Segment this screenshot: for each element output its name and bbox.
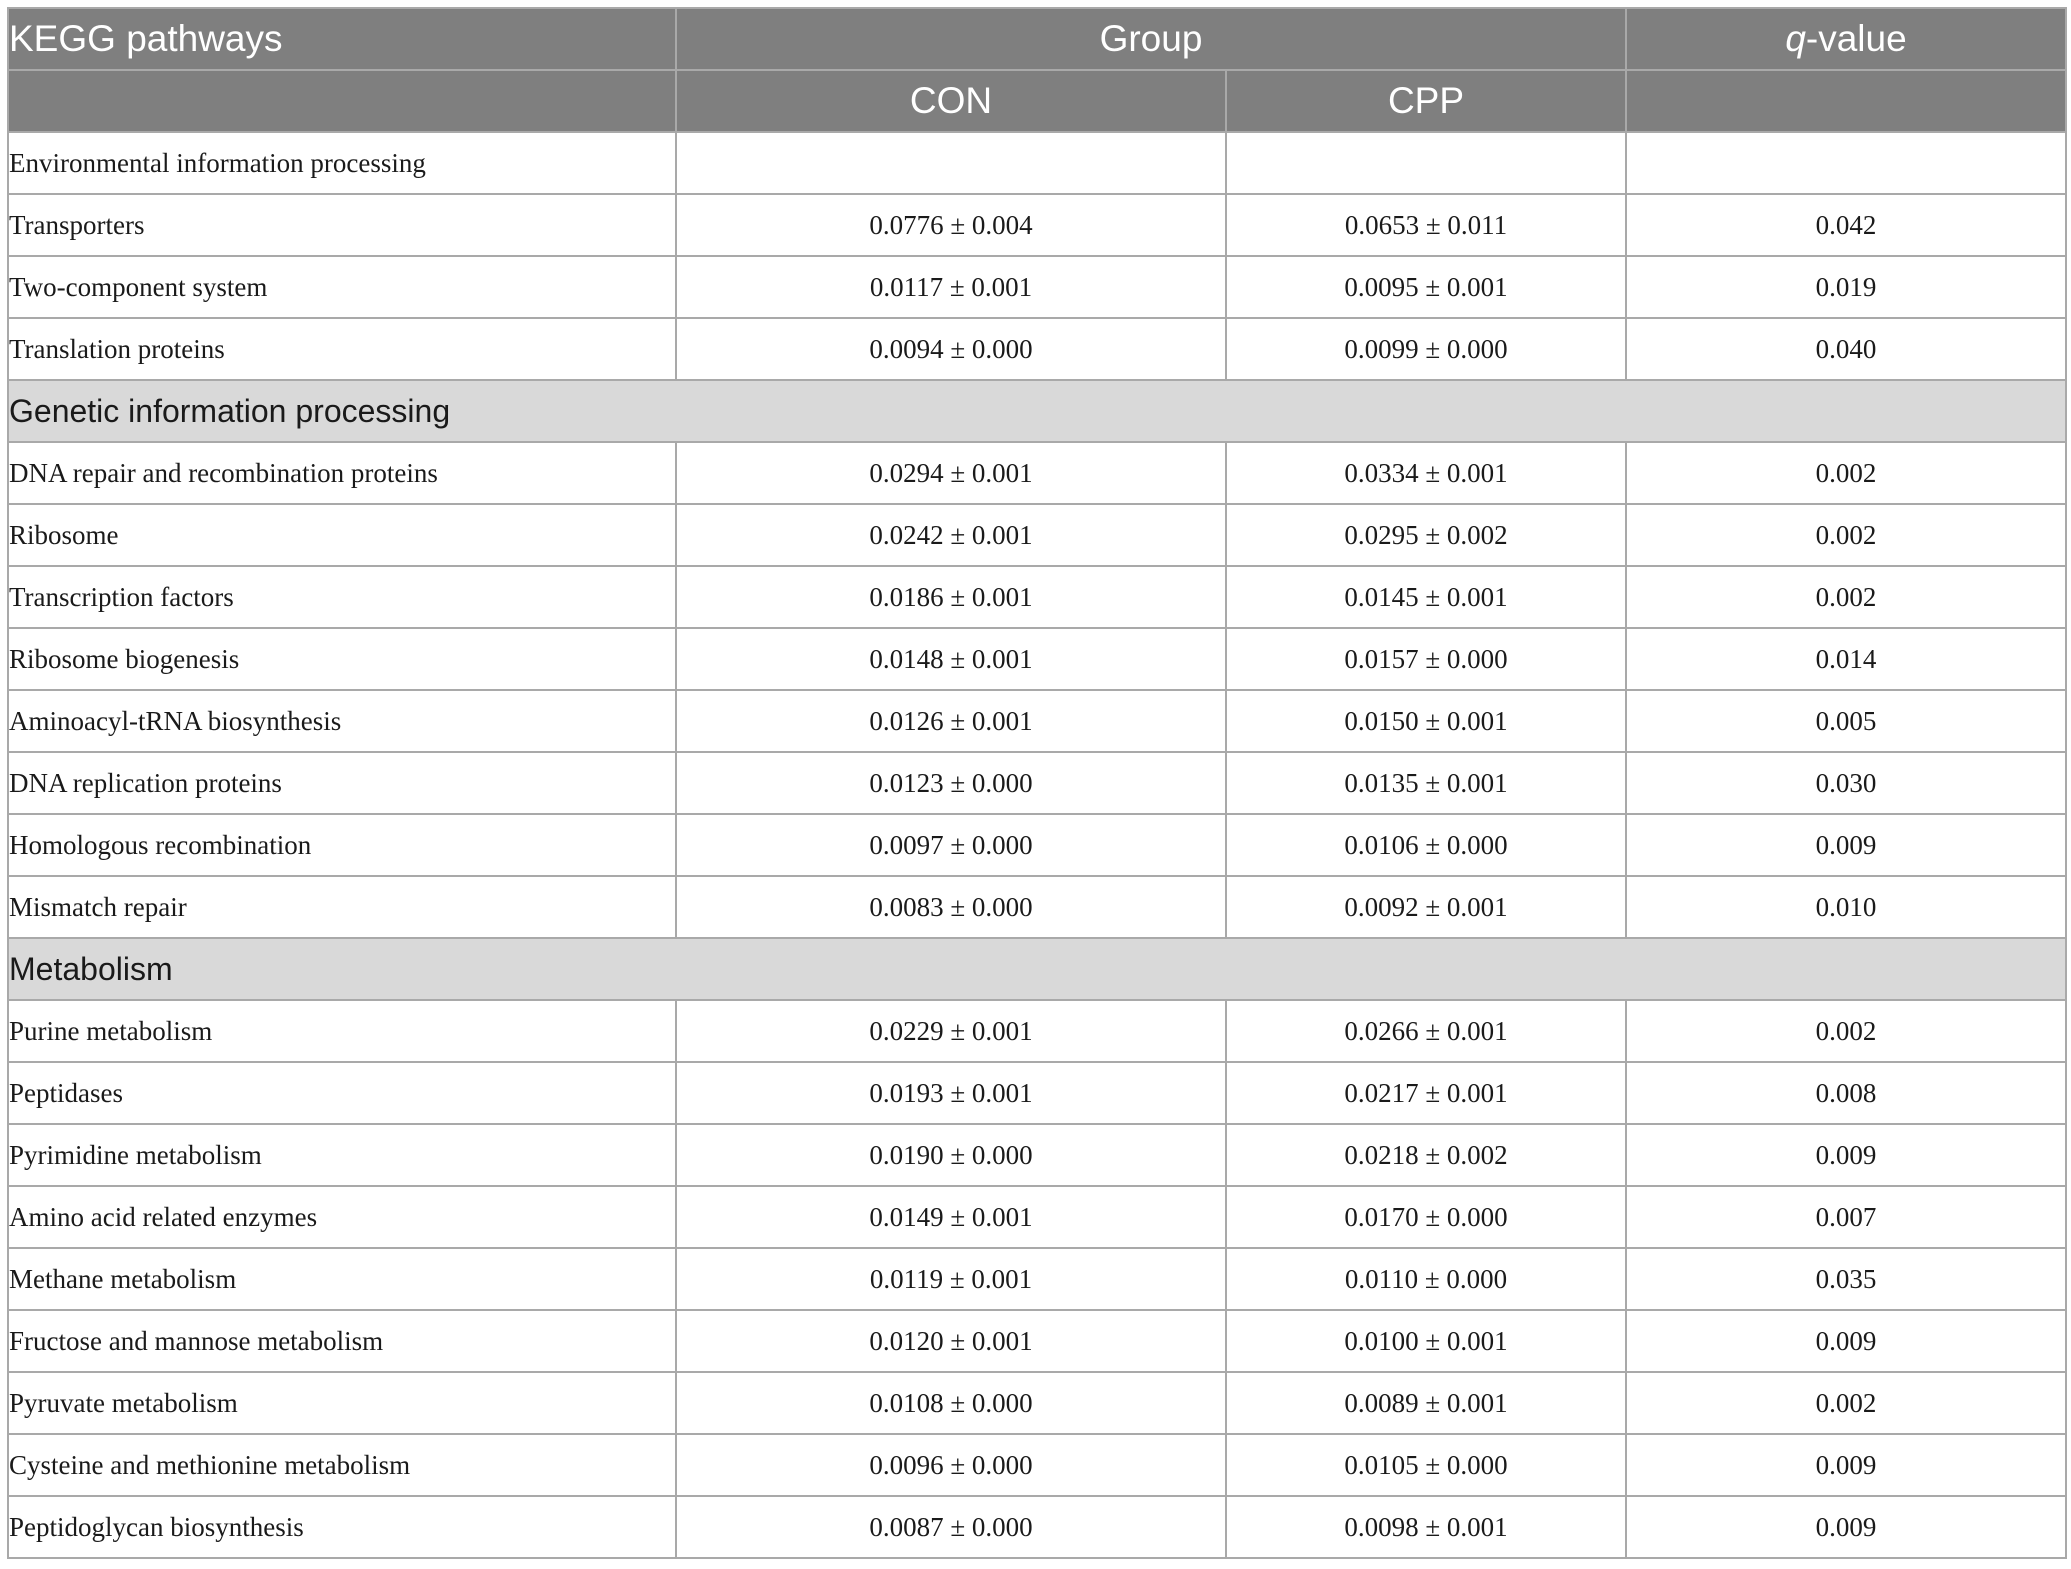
- cpp-value-cell: 0.0150 ± 0.001: [1226, 690, 1626, 752]
- table-row: [8, 256, 2066, 318]
- pathway-name-cell: Ribosome biogenesis: [8, 628, 676, 690]
- category-row: [8, 380, 2066, 442]
- category-label: Metabolism: [8, 938, 2066, 1000]
- cpp-value-cell: 0.0217 ± 0.001: [1226, 1062, 1626, 1124]
- con-value-cell: 0.0096 ± 0.000: [676, 1434, 1226, 1496]
- q-value-cell: 0.042: [1626, 194, 2066, 256]
- pathway-name-cell: Purine metabolism: [8, 1000, 676, 1062]
- q-value-cell: 0.007: [1626, 1186, 2066, 1248]
- pathway-name-cell: Transcription factors: [8, 566, 676, 628]
- table-row: [8, 1434, 2066, 1496]
- cpp-value-cell: 0.0170 ± 0.000: [1226, 1186, 1626, 1248]
- category-label: Genetic information processing: [8, 380, 2066, 442]
- con-value-cell: 0.0186 ± 0.001: [676, 566, 1226, 628]
- con-value-cell: 0.0087 ± 0.000: [676, 1496, 1226, 1558]
- table-row: [8, 1248, 2066, 1310]
- con-value-cell: 0.0119 ± 0.001: [676, 1248, 1226, 1310]
- empty-cpp-cell: [1226, 132, 1626, 194]
- header-kegg-pathways: KEGG pathways: [8, 8, 676, 70]
- q-value-cell: 0.002: [1626, 1372, 2066, 1434]
- pathway-name-cell: Fructose and mannose metabolism: [8, 1310, 676, 1372]
- cpp-value-cell: 0.0089 ± 0.001: [1226, 1372, 1626, 1434]
- header-row-sub: [8, 70, 2066, 132]
- table-row: [8, 1124, 2066, 1186]
- cpp-value-cell: 0.0266 ± 0.001: [1226, 1000, 1626, 1062]
- cpp-value-cell: 0.0135 ± 0.001: [1226, 752, 1626, 814]
- cpp-value-cell: 0.0105 ± 0.000: [1226, 1434, 1626, 1496]
- pathway-name-cell: DNA repair and recombination proteins: [8, 442, 676, 504]
- q-value-cell: 0.005: [1626, 690, 2066, 752]
- cpp-value-cell: 0.0653 ± 0.011: [1226, 194, 1626, 256]
- pathway-name-cell: Peptidases: [8, 1062, 676, 1124]
- q-value-cell: 0.002: [1626, 1000, 2066, 1062]
- con-value-cell: 0.0193 ± 0.001: [676, 1062, 1226, 1124]
- table-row: [8, 628, 2066, 690]
- table-row: [8, 1062, 2066, 1124]
- header-sub-empty: [8, 70, 676, 132]
- con-value-cell: 0.0083 ± 0.000: [676, 876, 1226, 938]
- cpp-value-cell: 0.0110 ± 0.000: [1226, 1248, 1626, 1310]
- header-sub-empty-q: [1626, 70, 2066, 132]
- table-row: [8, 442, 2066, 504]
- cpp-value-cell: 0.0092 ± 0.001: [1226, 876, 1626, 938]
- empty-q-cell: [1626, 132, 2066, 194]
- con-value-cell: 0.0108 ± 0.000: [676, 1372, 1226, 1434]
- con-value-cell: 0.0117 ± 0.001: [676, 256, 1226, 318]
- con-value-cell: 0.0126 ± 0.001: [676, 690, 1226, 752]
- q-value-cell: 0.009: [1626, 1496, 2066, 1558]
- cpp-value-cell: 0.0218 ± 0.002: [1226, 1124, 1626, 1186]
- table-row: [8, 814, 2066, 876]
- cpp-value-cell: 0.0145 ± 0.001: [1226, 566, 1626, 628]
- pathway-name-cell: Translation proteins: [8, 318, 676, 380]
- pathway-name-cell: Methane metabolism: [8, 1248, 676, 1310]
- q-value-cell: 0.040: [1626, 318, 2066, 380]
- pathway-name-cell: Homologous recombination: [8, 814, 676, 876]
- table-row: [8, 1496, 2066, 1558]
- q-value-cell: 0.030: [1626, 752, 2066, 814]
- table-row: [8, 690, 2066, 752]
- header-q-value: [1626, 8, 2066, 70]
- empty-con-cell: [676, 132, 1226, 194]
- pathway-name-cell: Mismatch repair: [8, 876, 676, 938]
- header-q-letter: q: [1785, 18, 1806, 59]
- q-value-cell: 0.009: [1626, 1124, 2066, 1186]
- table-row: [8, 752, 2066, 814]
- q-value-cell: 0.009: [1626, 814, 2066, 876]
- category-label: Environmental information processing: [8, 132, 676, 194]
- category-row: [8, 132, 2066, 194]
- table-row: [8, 194, 2066, 256]
- con-value-cell: 0.0190 ± 0.000: [676, 1124, 1226, 1186]
- q-value-cell: 0.002: [1626, 504, 2066, 566]
- pathway-name-cell: Two-component system: [8, 256, 676, 318]
- pathway-name-cell: Pyruvate metabolism: [8, 1372, 676, 1434]
- pathway-name-cell: DNA replication proteins: [8, 752, 676, 814]
- q-value-cell: 0.035: [1626, 1248, 2066, 1310]
- header-cpp: CPP: [1226, 70, 1626, 132]
- pathway-name-cell: Transporters: [8, 194, 676, 256]
- q-value-cell: 0.008: [1626, 1062, 2066, 1124]
- con-value-cell: 0.0148 ± 0.001: [676, 628, 1226, 690]
- header-con: CON: [676, 70, 1226, 132]
- con-value-cell: 0.0776 ± 0.004: [676, 194, 1226, 256]
- header-q-suffix: -value: [1805, 18, 1907, 59]
- q-value-cell: 0.002: [1626, 442, 2066, 504]
- table-row: [8, 876, 2066, 938]
- con-value-cell: 0.0242 ± 0.001: [676, 504, 1226, 566]
- con-value-cell: 0.0123 ± 0.000: [676, 752, 1226, 814]
- q-value-cell: 0.009: [1626, 1310, 2066, 1372]
- pathway-name-cell: Amino acid related enzymes: [8, 1186, 676, 1248]
- category-row: [8, 938, 2066, 1000]
- table-body: [8, 132, 2066, 1558]
- header-row-main: [8, 8, 2066, 70]
- cpp-value-cell: 0.0334 ± 0.001: [1226, 442, 1626, 504]
- header-group: Group: [676, 8, 1626, 70]
- con-value-cell: 0.0120 ± 0.001: [676, 1310, 1226, 1372]
- pathway-name-cell: Aminoacyl-tRNA biosynthesis: [8, 690, 676, 752]
- table-row: [8, 1000, 2066, 1062]
- pathway-name-cell: Peptidoglycan biosynthesis: [8, 1496, 676, 1558]
- pathway-name-cell: Pyrimidine metabolism: [8, 1124, 676, 1186]
- con-value-cell: 0.0294 ± 0.001: [676, 442, 1226, 504]
- cpp-value-cell: 0.0106 ± 0.000: [1226, 814, 1626, 876]
- cpp-value-cell: 0.0295 ± 0.002: [1226, 504, 1626, 566]
- cpp-value-cell: 0.0098 ± 0.001: [1226, 1496, 1626, 1558]
- pathway-name-cell: Ribosome: [8, 504, 676, 566]
- kegg-pathways-table: [7, 7, 2067, 1559]
- con-value-cell: 0.0094 ± 0.000: [676, 318, 1226, 380]
- con-value-cell: 0.0149 ± 0.001: [676, 1186, 1226, 1248]
- table-row: [8, 318, 2066, 380]
- cpp-value-cell: 0.0095 ± 0.001: [1226, 256, 1626, 318]
- q-value-cell: 0.009: [1626, 1434, 2066, 1496]
- table-row: [8, 1186, 2066, 1248]
- table-row: [8, 1310, 2066, 1372]
- con-value-cell: 0.0229 ± 0.001: [676, 1000, 1226, 1062]
- cpp-value-cell: 0.0157 ± 0.000: [1226, 628, 1626, 690]
- q-value-cell: 0.014: [1626, 628, 2066, 690]
- table-row: [8, 566, 2066, 628]
- pathway-name-cell: Cysteine and methionine metabolism: [8, 1434, 676, 1496]
- con-value-cell: 0.0097 ± 0.000: [676, 814, 1226, 876]
- table-header: [8, 8, 2066, 132]
- table-row: [8, 504, 2066, 566]
- cpp-value-cell: 0.0099 ± 0.000: [1226, 318, 1626, 380]
- q-value-cell: 0.010: [1626, 876, 2066, 938]
- q-value-cell: 0.002: [1626, 566, 2066, 628]
- q-value-cell: 0.019: [1626, 256, 2066, 318]
- cpp-value-cell: 0.0100 ± 0.001: [1226, 1310, 1626, 1372]
- table-row: [8, 1372, 2066, 1434]
